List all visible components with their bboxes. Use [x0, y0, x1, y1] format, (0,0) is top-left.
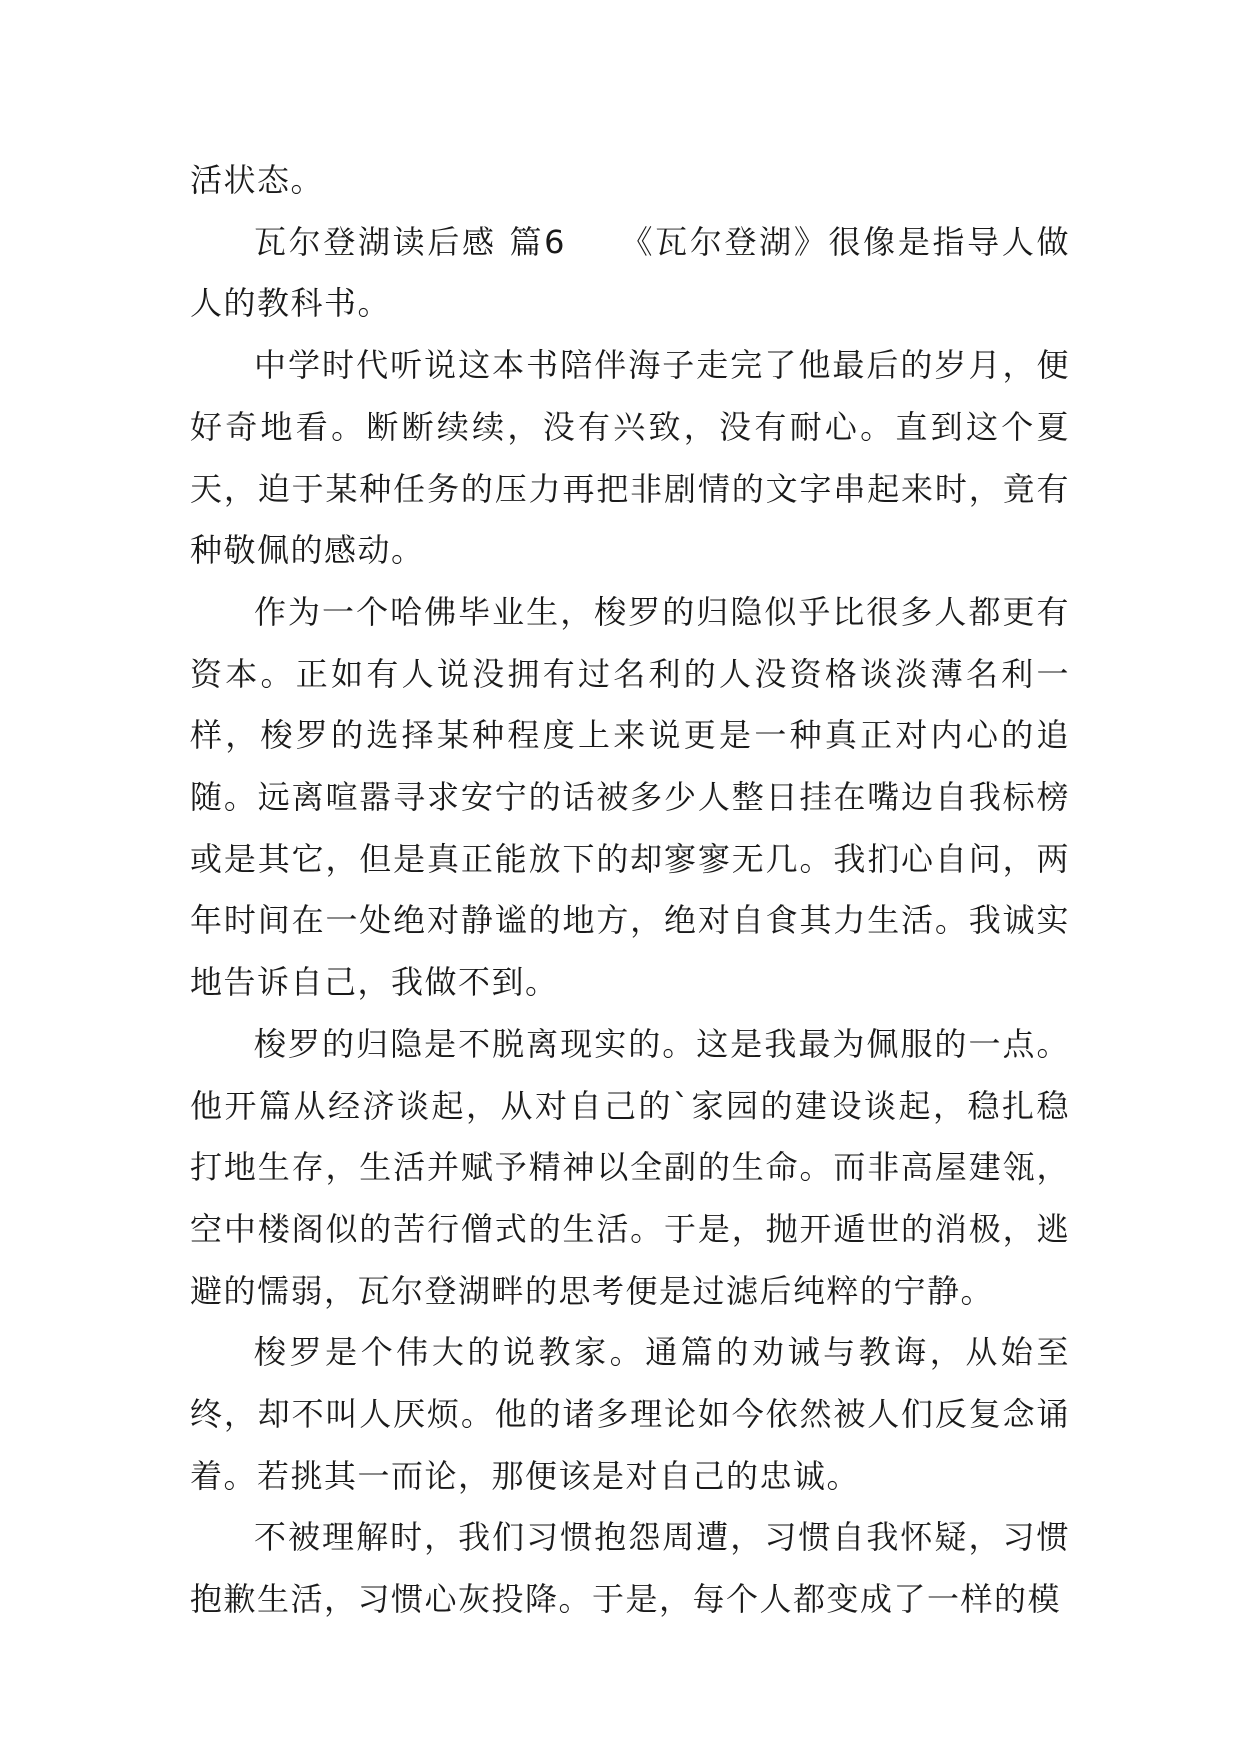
paragraph: 不被理解时，我们习惯抱怨周遭，习惯自我怀疑，习惯抱歉生活，习惯心灰投降。于是，每个人都变成了一样的模 [190, 1518, 1070, 1619]
paragraph-section-heading: 瓦尔登湖读后感 篇6 《瓦尔登湖》很像是指导人做人的教科书。 [190, 222, 1070, 323]
body-text [190, 150, 1070, 1631]
paragraph: 梭罗是个伟大的说教家。通篇的劝诫与教诲，从始至终，却不叫人厌烦。他的诸多理论如今依然被人们反复念诵着。若挑其一而论，那便该是对自己的忠诚。 [190, 1333, 1070, 1495]
paragraph: 作为一个哈佛毕业生，梭罗的归隐似乎比很多人都更有资本。正如有人说没拥有过名利的人没资格谈淡薄名利一样，梭罗的选择某种程度上来说更是一种真正对内心的追随。远离喧嚣寻求安宁的话被多少人整日挂在嘴边自我标榜或是其它，但是真正能放下的却寥寥无几。我扪心自问，两年时间在一处绝对静谧的地方，绝对自食其力生活。我诚实地告诉自己，我做不到。 [190, 592, 1070, 1002]
paragraph: 梭罗的归隐是不脱离现实的。这是我最为佩服的一点。他开篇从经济谈起，从对自己的`家园的建设谈起，稳扎稳打地生存，生活并赋予精神以全副的生命。而非高屋建瓴，空中楼阁似的苦行僧式的生活。于是，抛开遁世的消极，逃避的懦弱，瓦尔登湖畔的思考便是过滤后纯粹的宁静。 [190, 1024, 1070, 1310]
paragraph-continuation: 活状态。 [190, 161, 325, 199]
paragraph: 中学时代听说这本书陪伴海子走完了他最后的岁月，便好奇地看。断断续续，没有兴致，没有耐心。直到这个夏天，迫于某种任务的压力再把非剧情的文字串起来时，竟有种敬佩的感动。 [190, 346, 1070, 570]
